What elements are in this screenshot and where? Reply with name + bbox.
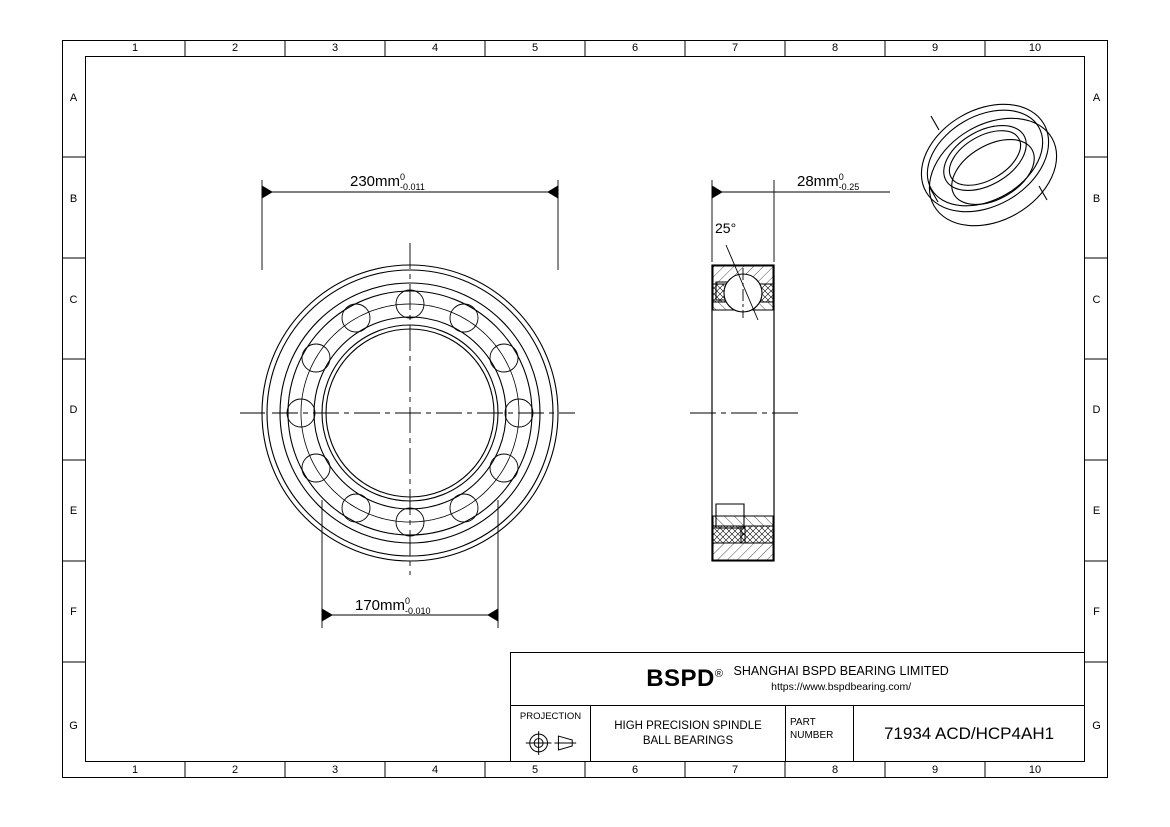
od-value: 230mm — [350, 172, 401, 190]
zone-top-8: 8 — [831, 42, 839, 54]
contact-angle-label: 25° — [715, 220, 737, 236]
logo-text: BSPD — [646, 665, 715, 692]
width-tol-upper: 0 — [838, 172, 844, 182]
zone-bottom-10: 10 — [1028, 764, 1042, 776]
part-number-label — [786, 706, 854, 761]
dimension-label-outer-diameter — [350, 172, 425, 192]
zone-right-d: D — [1092, 404, 1101, 416]
part-label-line2: NUMBER — [790, 730, 834, 741]
bore-value: 170mm — [355, 596, 406, 614]
zone-top-5: 5 — [531, 42, 539, 54]
zone-bottom-4: 4 — [431, 764, 439, 776]
bore-tol-upper: 0 — [405, 596, 411, 606]
zone-bottom-6: 6 — [631, 764, 639, 776]
title-block-body — [511, 706, 1084, 761]
dimension-label-width — [797, 172, 859, 192]
bore-tol-lower: -0.010 — [405, 606, 431, 616]
zone-left-c: C — [69, 294, 78, 306]
zone-bottom-5: 5 — [531, 764, 539, 776]
zone-right-b: B — [1092, 193, 1101, 205]
zone-left-f: F — [70, 606, 77, 618]
zone-bottom-8: 8 — [831, 764, 839, 776]
od-tol-lower: -0.011 — [400, 182, 425, 192]
product-type-line2: BALL BEARINGS — [642, 734, 734, 747]
width-tol-lower: -0.25 — [838, 182, 860, 192]
zone-right-c: C — [1092, 294, 1101, 306]
title-block — [510, 652, 1085, 762]
zone-right-a: A — [1092, 92, 1101, 104]
zone-left-b: B — [69, 193, 78, 205]
company-logo — [646, 665, 723, 693]
part-label-line1: PART — [790, 717, 816, 728]
registered-mark: ® — [714, 668, 724, 680]
product-type-line1: HIGH PRECISION SPINDLE — [614, 719, 762, 732]
zone-bottom-3: 3 — [331, 764, 339, 776]
zone-top-1: 1 — [131, 42, 139, 54]
projection-cell — [511, 706, 591, 761]
first-angle-projection-icon — [511, 728, 590, 758]
od-tol-upper: 0 — [400, 172, 406, 182]
company-info — [733, 663, 948, 695]
zone-top-4: 4 — [431, 42, 439, 54]
zone-left-g: G — [69, 720, 78, 732]
zone-bottom-9: 9 — [931, 764, 939, 776]
company-url[interactable]: https://www.bspdbearing.com/ — [771, 681, 912, 693]
width-value: 28mm — [797, 172, 839, 190]
zone-top-6: 6 — [631, 42, 639, 54]
zone-bottom-7: 7 — [731, 764, 739, 776]
product-type-cell — [591, 706, 786, 761]
zone-top-3: 3 — [331, 42, 339, 54]
zone-left-a: A — [69, 92, 78, 104]
title-block-header — [511, 653, 1084, 706]
zone-top-7: 7 — [731, 42, 739, 54]
zone-right-e: E — [1092, 505, 1101, 517]
zone-top-9: 9 — [931, 42, 939, 54]
part-number-value: 71934 ACD/HCP4AH1 — [883, 723, 1055, 743]
dimension-label-bore-diameter — [355, 596, 431, 616]
company-name: SHANGHAI BSPD BEARING LIMITED — [733, 664, 949, 678]
zone-left-e: E — [69, 505, 78, 517]
zone-top-10: 10 — [1028, 42, 1042, 54]
zone-top-2: 2 — [231, 42, 239, 54]
zone-bottom-2: 2 — [231, 764, 239, 776]
zone-right-f: F — [1093, 606, 1100, 618]
zone-right-g: G — [1092, 720, 1101, 732]
projection-label: PROJECTION — [519, 711, 582, 722]
zone-bottom-1: 1 — [131, 764, 139, 776]
zone-left-d: D — [69, 404, 78, 416]
